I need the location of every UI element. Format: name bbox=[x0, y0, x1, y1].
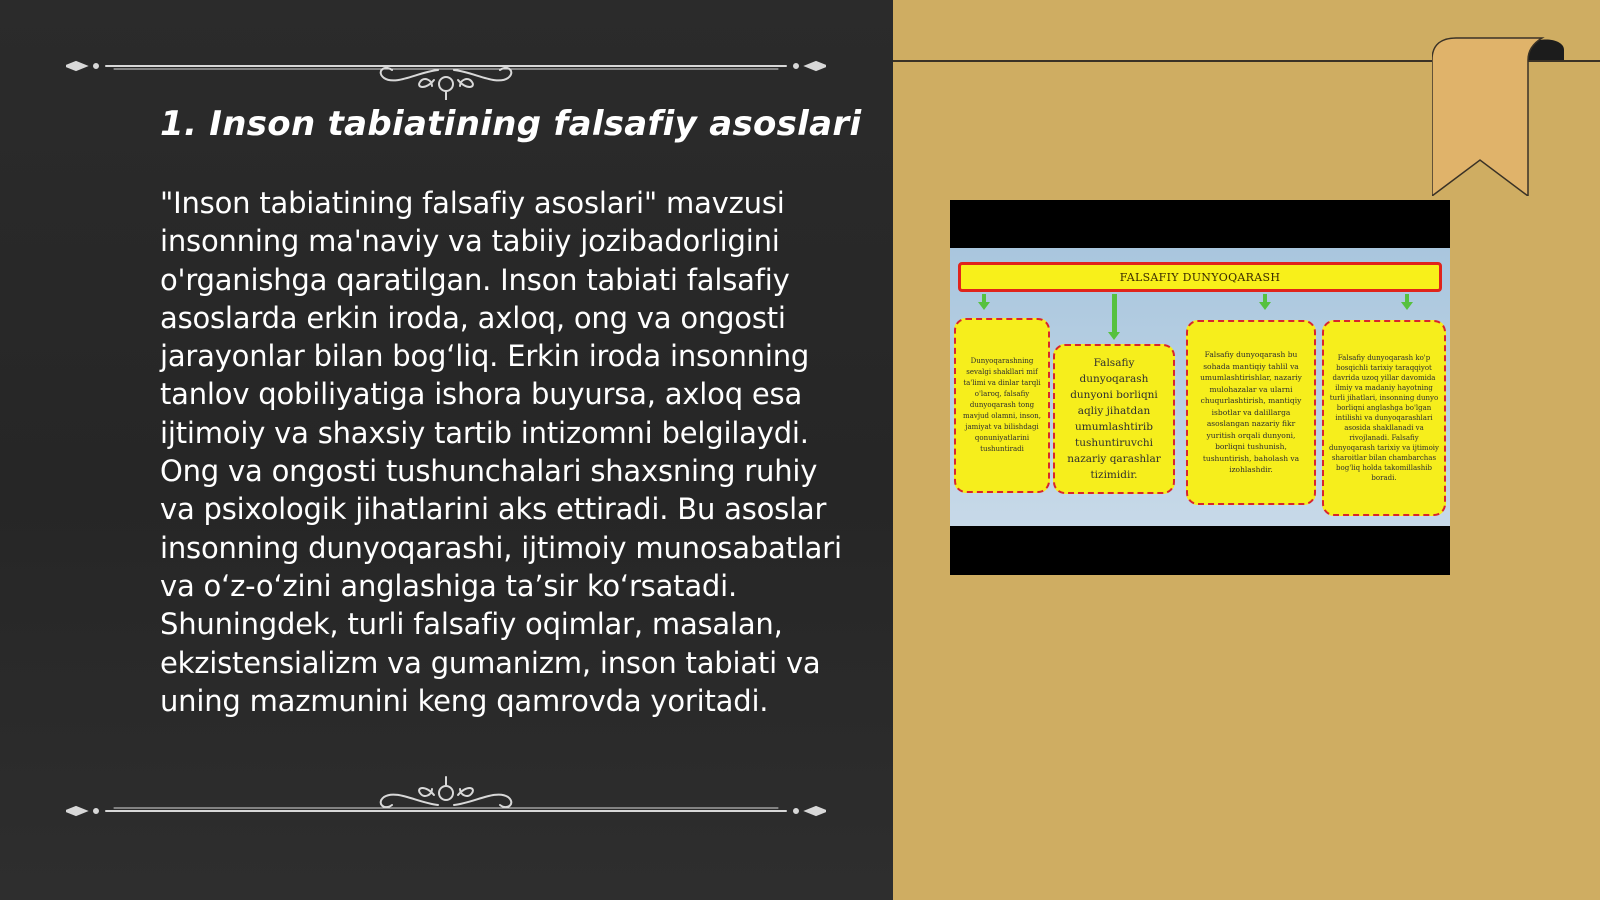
diagram-box-text: Falsafiy dunyoqarash bu sohada mantiqiy tahlil va umumlashtirishlar, nazariy mulohazalar va ularni chuqurlashtirish, mantiqiy isbotlar va dalillarga asoslangan nazariy fikr yuritish orqali dunyoni, borliqni tushunish, tushuntirish, baholash va izohlashdir. bbox=[1200, 350, 1302, 475]
diagram-box-3 bbox=[1186, 320, 1316, 505]
diagram-box-4 bbox=[1322, 320, 1446, 516]
bookmark-ribbon-icon bbox=[1432, 36, 1592, 196]
diagram-background bbox=[950, 248, 1450, 526]
slide-title: 1. Inson tabiatining falsafiy asoslari bbox=[160, 104, 862, 144]
arrow-connector bbox=[1405, 294, 1409, 302]
arrow-head-icon bbox=[1259, 302, 1271, 310]
bottom-ornament-divider bbox=[66, 775, 826, 825]
arrow-head-icon bbox=[1401, 302, 1413, 310]
diagram-banner: FALSAFIY DUNYOQARASH bbox=[958, 262, 1442, 292]
arrow-head-icon bbox=[978, 302, 990, 310]
top-ornament-divider bbox=[66, 50, 826, 100]
arrow-head-icon bbox=[1108, 332, 1120, 340]
arrow-connector bbox=[1112, 294, 1117, 332]
diagram-box-1 bbox=[954, 318, 1050, 493]
diagram-box-text: Dunyoqarashning sevalgi shakllari mif ta'limi va dinlar tarqli o'laroq, falsafiy dunyoqarash tong mavjud olamni, inson, jamiyat va bilishdagi qonuniyatlarini tushuntiradi bbox=[963, 357, 1041, 453]
slide-body-text: "Inson tabiatining falsafiy asoslari" mavzusi insonning ma'naviy va tabiiy jozibadorligini o'rganishga qaratilgan. Inson tabiati falsafiy asoslarda erkin iroda, axloq, ong va ongosti jarayonlar bilan bog‘liq. Erkin iroda insonning tanlov qobiliyatiga ishora buyursa, axloq esa ijtimoiy va shaxsiy tartib intizomni belgilaydi. Ong va ongosti tushunchalari shaxsning ruhiy va psixologik jihatlarini aks ettiradi. Bu asoslar insonning dunyoqarashi, ijtimoiy munosabatlari va o‘z-o‘zini anglashiga ta’sir ko‘rsatadi. Shuningdek, turli falsafiy oqimlar, masalan, ekzistensializm va gumanizm, inson tabiati va uning mazmunini keng qamrovda yoritadi. bbox=[160, 186, 842, 718]
arrow-connector bbox=[982, 294, 986, 302]
embedded-slide-image bbox=[950, 200, 1450, 575]
arrow-connector bbox=[1263, 294, 1267, 302]
diagram-box-text: Falsafiy dunyoqarash ko'p bosqichli tarixiy taraqqiyot davrida uzoq yillar davomida ilmiy va madaniy hayotning turli jihatlari, insonning dunyo borliqni anglashga bo'lgan intilishi va dunyoqarashlari asosida shakllanadi va rivojlanadi. Falsafiy dunyoqarash tarixiy va ijtimoiy sharoitlar bilan chambarchas bog'liq holda takomillashib boradi. bbox=[1329, 354, 1439, 482]
diagram-box-2 bbox=[1053, 344, 1175, 494]
diagram-box-text: Falsafiy dunyoqarash dunyoni borliqni aqliy jihatdan umumlashtirib tushuntiruvchi nazariy qarashlar tizimidir. bbox=[1067, 357, 1161, 481]
